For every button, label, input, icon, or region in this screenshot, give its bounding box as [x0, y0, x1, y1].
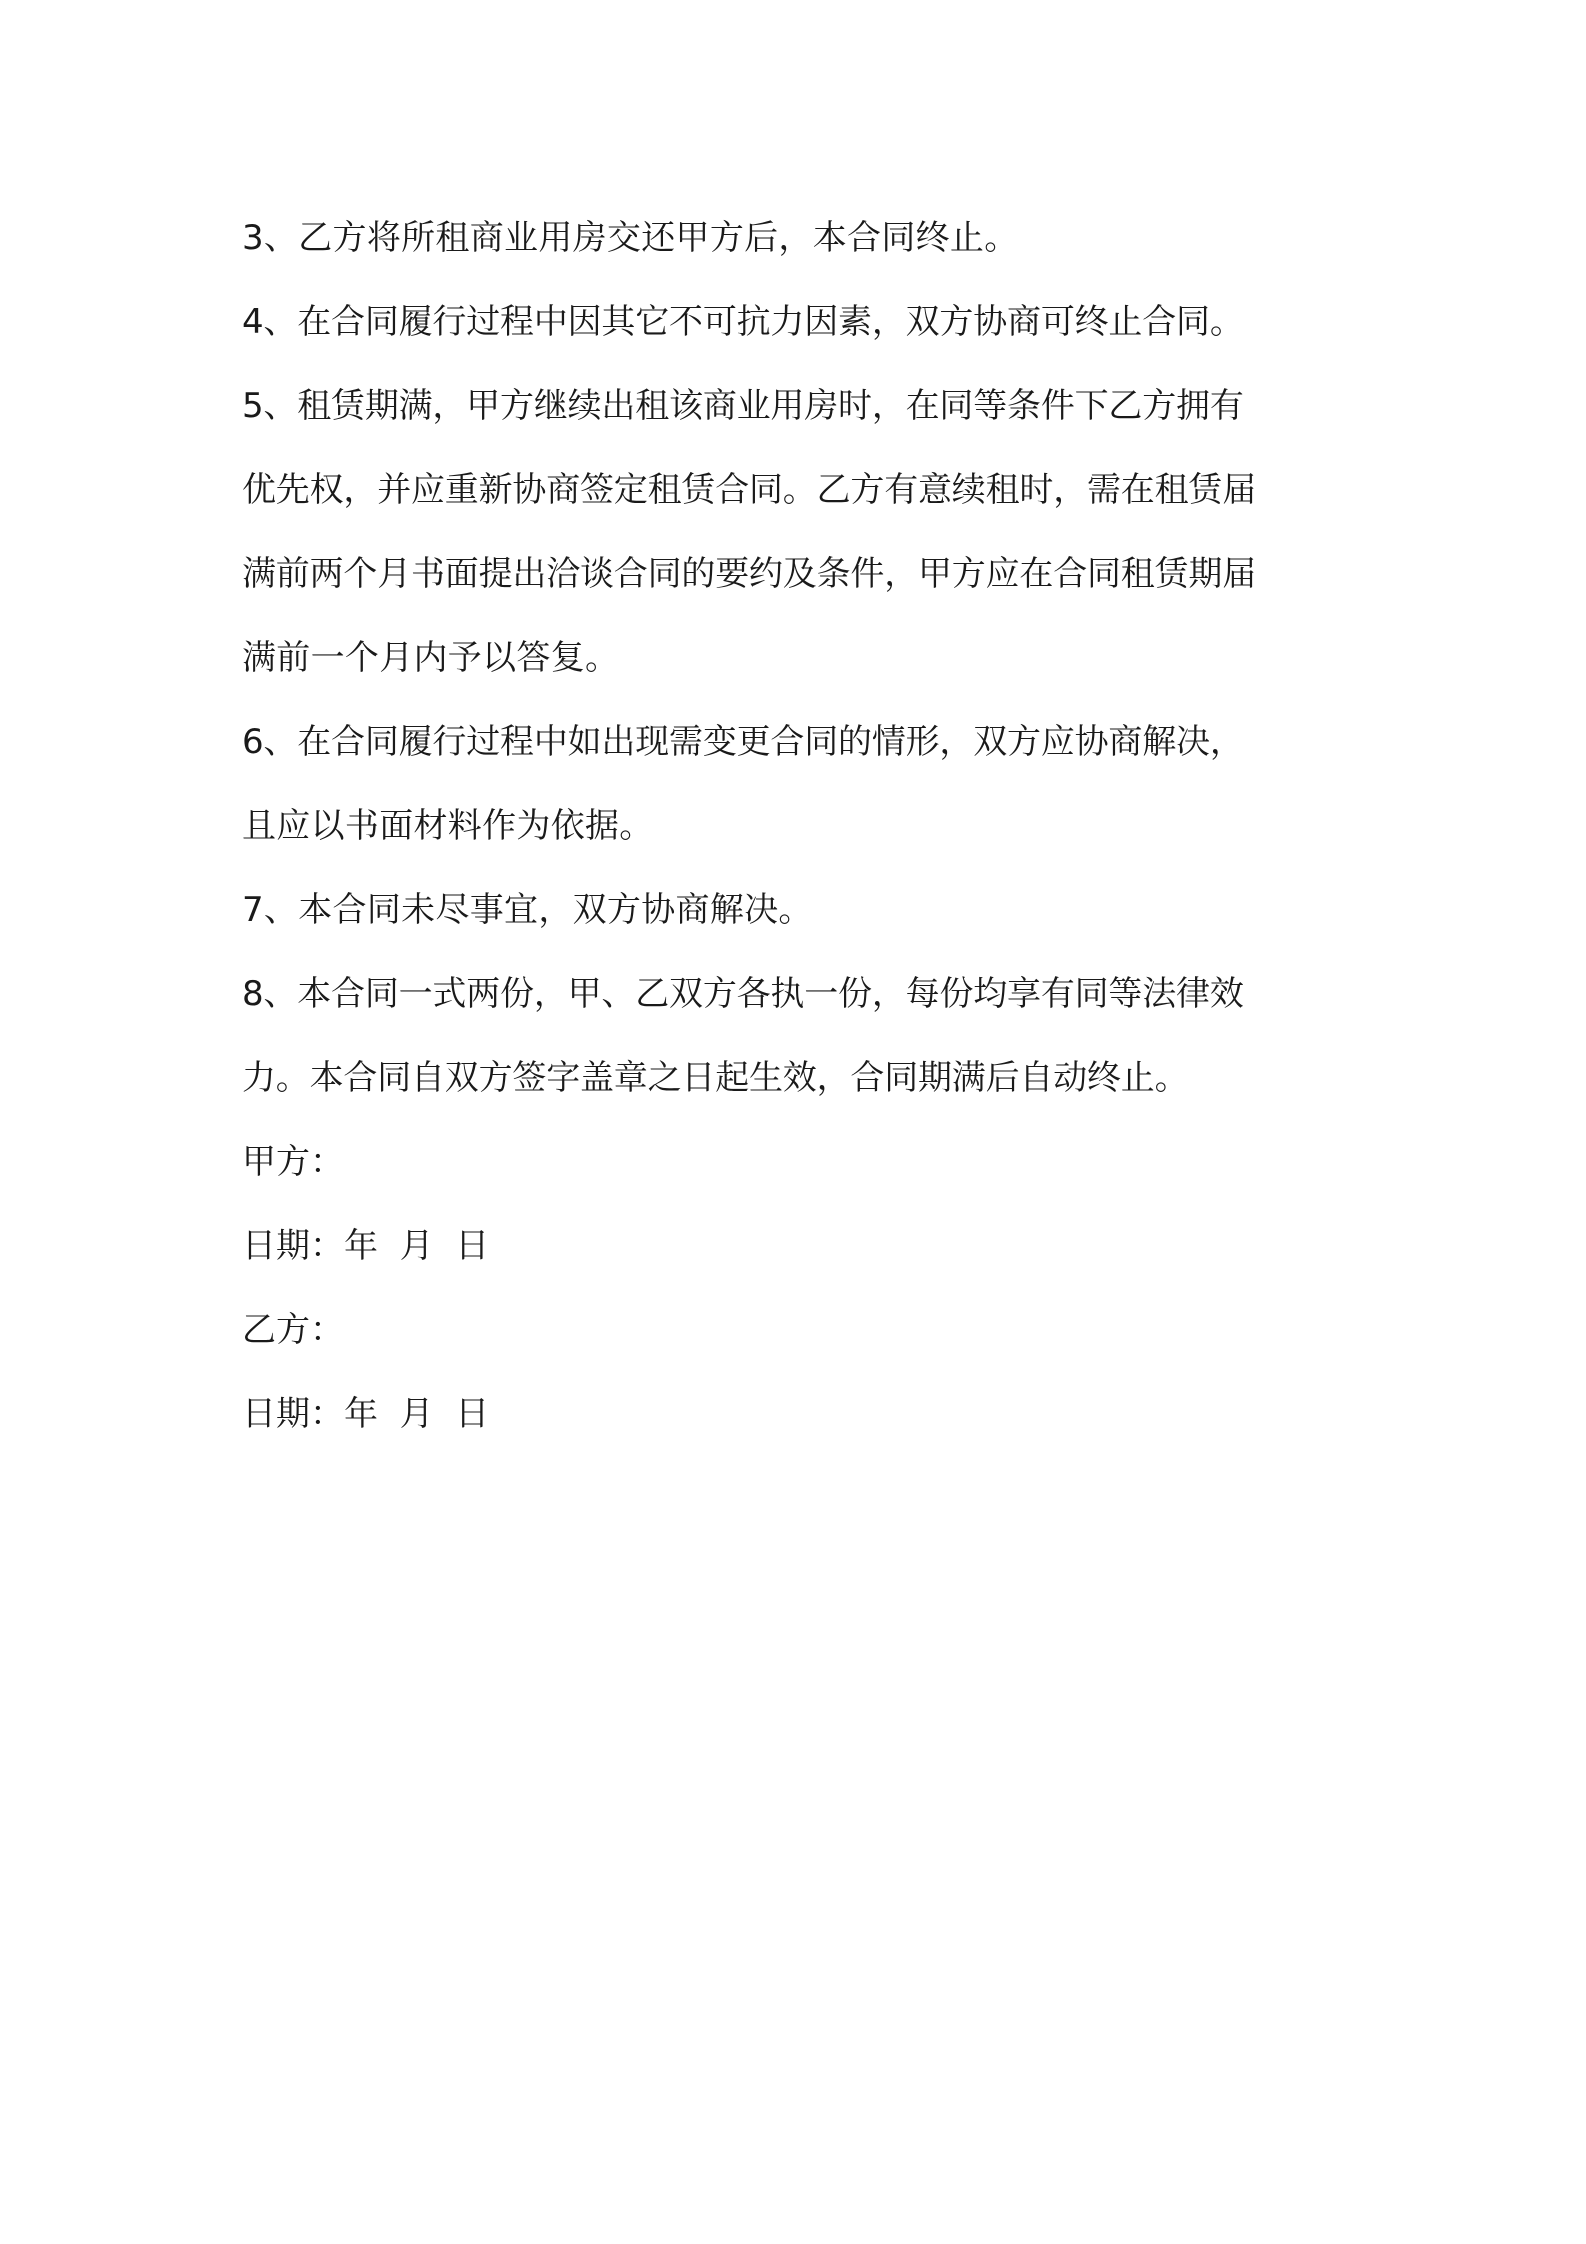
clause-8-line-2: 力。本合同自双方签字盖章之日起生效，合同期满后自动终止。 [242, 1058, 1189, 1098]
clause-8-line-1: 8、本合同一式两份，甲、乙双方各执一份，每份均享有同等法律效 [242, 974, 1244, 1014]
clause-3-line-1: 3、乙方将所租商业用房交还甲方后，本合同终止。 [242, 218, 1019, 258]
party-a-label: 甲方： [242, 1142, 344, 1182]
clause-6-line-2: 且应以书面材料作为依据。 [242, 806, 654, 846]
clause-7-line-1: 7、本合同未尽事宜，双方协商解决。 [242, 890, 813, 930]
contract-body [242, 196, 1357, 1456]
clause-5-line-3: 满前两个月书面提出洽谈合同的要约及条件，甲方应在合同租赁期届 [242, 554, 1256, 594]
clause-4-line-1: 4、在合同履行过程中因其它不可抗力因素，双方协商可终止合同。 [242, 302, 1244, 342]
party-a-date: 日期：年 月 日 [242, 1226, 490, 1266]
party-b-label: 乙方： [242, 1310, 344, 1350]
clause-5-line-1: 5、租赁期满，甲方继续出租该商业用房时，在同等条件下乙方拥有 [242, 386, 1244, 426]
clause-6-line-1: 6、在合同履行过程中如出现需变更合同的情形，双方应协商解决， [242, 722, 1244, 762]
clause-5-line-4: 满前一个月内予以答复。 [242, 638, 620, 678]
clause-5-line-2: 优先权，并应重新协商签定租赁合同。乙方有意续租时，需在租赁届 [242, 470, 1256, 510]
party-b-date: 日期：年 月 日 [242, 1394, 490, 1434]
